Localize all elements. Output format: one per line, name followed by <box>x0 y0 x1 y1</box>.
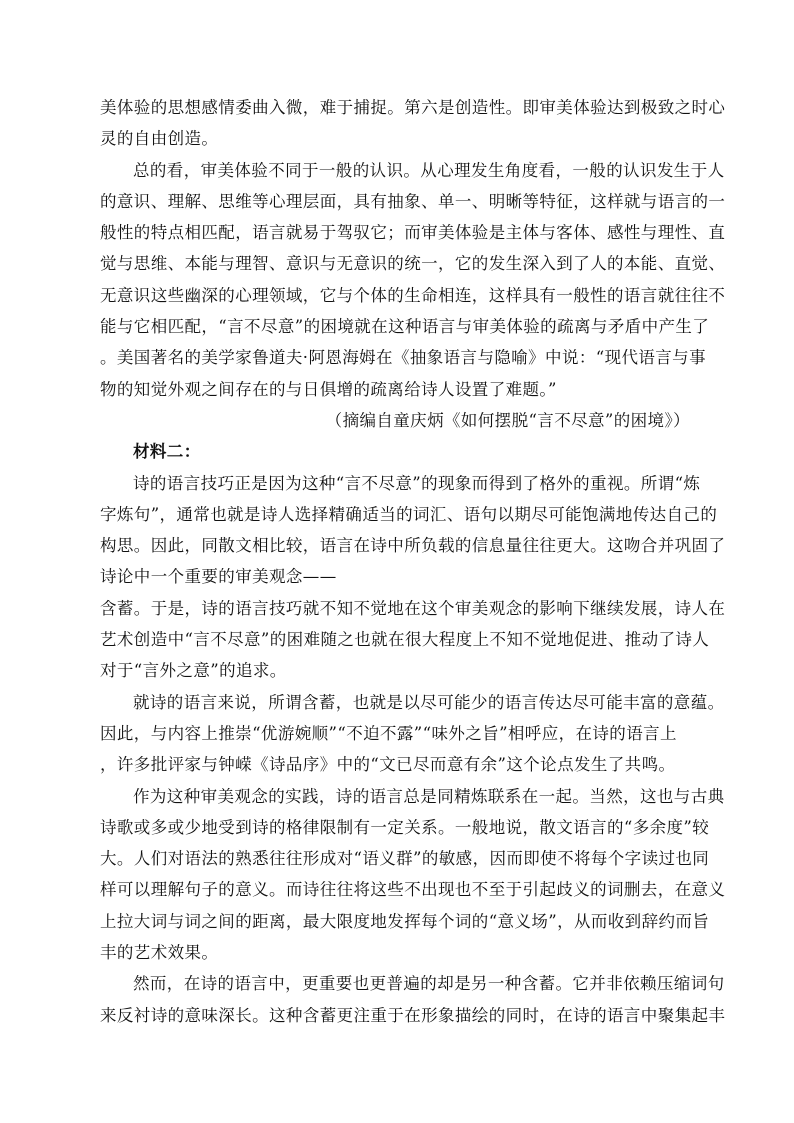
section-heading: 材料二： <box>133 442 201 462</box>
text-line: 大。人们对语法的熟悉往往形成对“语义群”的敏感，因而即使不将每个字读过也同 <box>100 849 710 869</box>
text-line: 诗歌或多或少地受到诗的格律限制有一定关系。一般地说，散文语言的“多余度”较 <box>100 817 710 837</box>
text-line: 含蓄。于是，诗的语言技巧就不知不觉地在这个审美观念的影响下继续发展，诗人在 <box>100 598 726 618</box>
text-line: 诗论中一个重要的审美观念—— <box>100 567 337 587</box>
document-page <box>100 92 726 1031</box>
text-line: 上拉大词与词之间的距离，最大限度地发挥每个词的“意义场”，从而收到辞约而旨 <box>100 911 710 931</box>
text-line: 字炼句”，通常也就是诗人选择精确适当的词汇、语句以期尽可能饱满地传达自己的 <box>100 504 718 524</box>
text-line: 诗的语言技巧正是因为这种“言不尽意”的现象而得到了格外的重视。所谓“炼 <box>133 473 701 493</box>
text-line: 的意识、理解、思维等心理层面，具有抽象、单一、明晰等特征，这样就与语言的一 <box>100 191 726 211</box>
text-line: ，许多批评家与钟嵘《诗品序》中的“文已尽而意有余”这个论点发生了共鸣。 <box>100 755 676 775</box>
text-line: 般性的特点相匹配，语言就易于驾驭它；而审美体验是主体与客体、感性与理性、直 <box>100 223 726 243</box>
text-line: 丰的艺术效果。 <box>100 943 219 963</box>
text-line: 艺术创造中“言不尽意”的困难随之也就在很大程度上不知不觉地促进、推动了诗人 <box>100 630 710 650</box>
text-line: 来反衬诗的意味深长。这种含蓄更注重于在形象描绘的同时，在诗的语言中聚集起丰 <box>100 1005 726 1025</box>
text-line: 样可以理解句子的意义。而诗往往将这些不出现也不至于引起歧义的词删去，在意义 <box>100 880 726 900</box>
text-line: 总的看，审美体验不同于一般的认识。从心理发生角度看，一般的认识发生于人 <box>133 160 725 180</box>
text-line: 构思。因此，同散文相比较，语言在诗中所负载的信息量往往更大。这吻合并巩固了 <box>100 536 726 556</box>
text-line: 作为这种审美观念的实践，诗的语言总是同精炼联系在一起。当然，这也与古典 <box>133 786 725 806</box>
text-line: 觉与思维、本能与理智、意识与无意识的统一，它的发生深入到了人的本能、直觉、 <box>100 254 726 274</box>
text-line: 能与它相匹配，“言不尽意”的困境就在这种语言与审美体验的疏离与矛盾中产生了 <box>100 317 710 337</box>
text-line: 对于“言外之意”的追求。 <box>100 661 287 681</box>
text-line: 灵的自由创造。 <box>100 129 219 149</box>
text-line: 。美国著名的美学家鲁道夫·阿恩海姆在《抽象语言与隐喻》中说：“现代语言与事 <box>100 348 706 368</box>
text-line: 物的知觉外观之间存在的与日俱增的疏离给诗人设置了难题。” <box>100 379 557 399</box>
text-line: 就诗的语言来说，所谓含蓄，也就是以尽可能少的语言传达尽可能丰富的意蕴。 <box>133 692 725 712</box>
text-line: 因此，与内容上推崇“优游婉顺”“不迫不露”“味外之旨”相呼应，在诗的语言上 <box>100 723 677 743</box>
text-line: 美体验的思想感情委曲入微，难于捕捉。第六是创造性。即审美体验达到极致之时心 <box>100 98 726 117</box>
text-line: 无意识这些幽深的心理领域，它与个体的生命相连，这样具有一般性的语言就往往不 <box>100 285 726 305</box>
source-citation: （摘编自童庆炳《如何摆脱“言不尽意”的困境》） <box>325 410 690 430</box>
text-line: 然而，在诗的语言中，更重要也更普遍的却是另一种含蓄。它并非依赖压缩词句 <box>133 974 725 994</box>
